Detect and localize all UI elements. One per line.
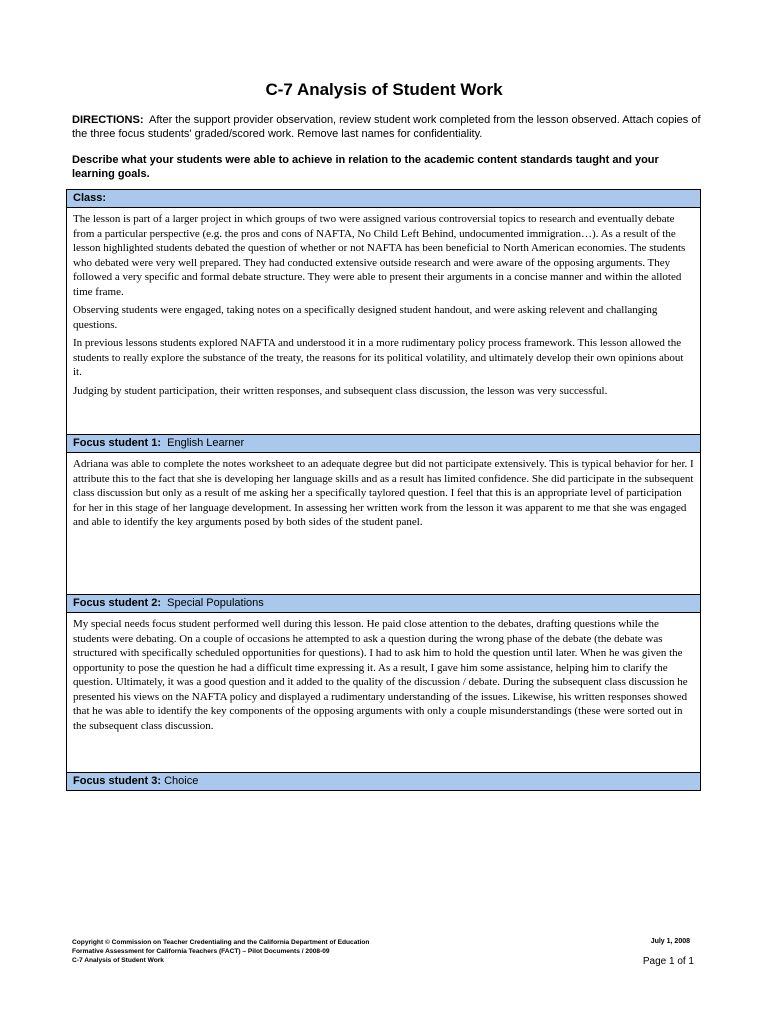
- directions-label: DIRECTIONS:: [72, 114, 144, 126]
- focus-student-3-header: [67, 773, 701, 791]
- class-paragraph: The lesson is part of a larger project in which groups of two were assigned various controversial topics to research and eventually debate from a particular perspective (e.g. the pros and cons of NAFTA, No Child Left Behind, undocumented immigration…). As a result of the lesson highlighted students debated the question of whether or not NAFTA has been beneficial to North American economies. The students who debated were very well prepared. They had conducted extensive outside research and were aware of the opposing arguments. They followed a very specific and formal debate structure. They were able to present their arguments in a concise manner and within the alloted time frame.: [73, 213, 686, 298]
- class-label: Class:: [73, 192, 107, 204]
- footer-line: C-7 Analysis of Student Work: [72, 957, 164, 964]
- class-paragraph: Judging by student participation, their written responses, and subsequent class discussion, the lesson was very successful.: [73, 384, 608, 397]
- focus-student-2-label: Focus student 2:: [73, 597, 162, 609]
- page-title: C-7 Analysis of Student Work: [265, 80, 503, 99]
- footer-line: Formative Assessment for California Teachers (FACT) – Pilot Documents / 2008-09: [72, 948, 330, 955]
- focus-student-1-response[interactable]: [67, 453, 701, 595]
- focus-student-2-value: Special Populations: [167, 597, 264, 609]
- analysis-form: [66, 189, 701, 791]
- focus-student-2-header: [67, 595, 701, 613]
- focus-student-3-label: Focus student 3:: [73, 775, 162, 787]
- focus-student-2-response[interactable]: [67, 613, 701, 773]
- standards-prompt: Describe what your students were able to achieve in relation to the academic content standards taught and your learning goals.: [72, 154, 659, 180]
- focus-student-3-value: Choice: [164, 775, 199, 787]
- focus-student-1-label: Focus student 1:: [73, 437, 162, 449]
- focus-student-1-header: [67, 435, 701, 453]
- class-response[interactable]: [67, 208, 701, 435]
- page-number: Page 1 of 1: [642, 956, 694, 967]
- directions: [72, 114, 702, 141]
- footer-date: July 1, 2008: [650, 938, 690, 945]
- focus-student-1-paragraph: Adriana was able to complete the notes worksheet to an adequate degree but did not participate extensively. This is typical behavior for her. I attribute this to the fact that she is developing her language skills and as a result has limited confidence. She did participate in the subsequent class discussion but only as a result of me asking her a specifically taylored question. I feel that this is an appropriate level of participation for her in this stage of her language development. In assessing her written work from the lesson it was apparent to me that she was engaged and able to identify the key arguments posed by both sides of the student panel.: [73, 458, 694, 528]
- class-paragraph: In previous lessons students explored NAFTA and understood it in a more rudimentary policy process framework. This lesson allowed the students to really explore the substance of the treaty, the reasons for its political volatility, and ultimately develop their own opinions about it.: [73, 337, 684, 378]
- focus-student-2-paragraph: My special needs focus student performed well during this lesson. He paid close attention to the debates, drafting questions while the students were debating. On a couple of occasions he attempted to ask a question during the wrong phase of the debate (the debate was structured with specifically scheduled opportunities for questions). I had to ask him to hold the question until later. When he was given the opportunity to pose the question he had a difficult time expressing it. As a result, I gave him some assistance, helping him to clarify the question. Ultimately, it was a good question and it added to the quality of the discussion / debate. During the subsequent class discussion he presented his views on the NAFTA policy and displayed a rudimentary understanding of the issues. Likewise, his written responses showed that he was able to identify the key components of the opposing arguments with only a couple misunderstandings (these were sorted out in the subsequent class discussion.: [73, 618, 688, 732]
- directions-text: After the support provider observation, review student work completed from the lesson observed. Attach copies of the three focus students' graded/scored work. Remove last names for confidentiality.: [72, 114, 701, 140]
- footer-line: Copyright © Commission on Teacher Credentialing and the California Department of Education: [72, 939, 370, 946]
- footer-copyright: [72, 938, 492, 965]
- focus-student-1-value: English Learner: [167, 437, 245, 449]
- class-header: [67, 190, 701, 208]
- class-paragraph: Observing students were engaged, taking notes on a specifically designed student handout, and were asking relevent and challanging questions.: [73, 304, 658, 331]
